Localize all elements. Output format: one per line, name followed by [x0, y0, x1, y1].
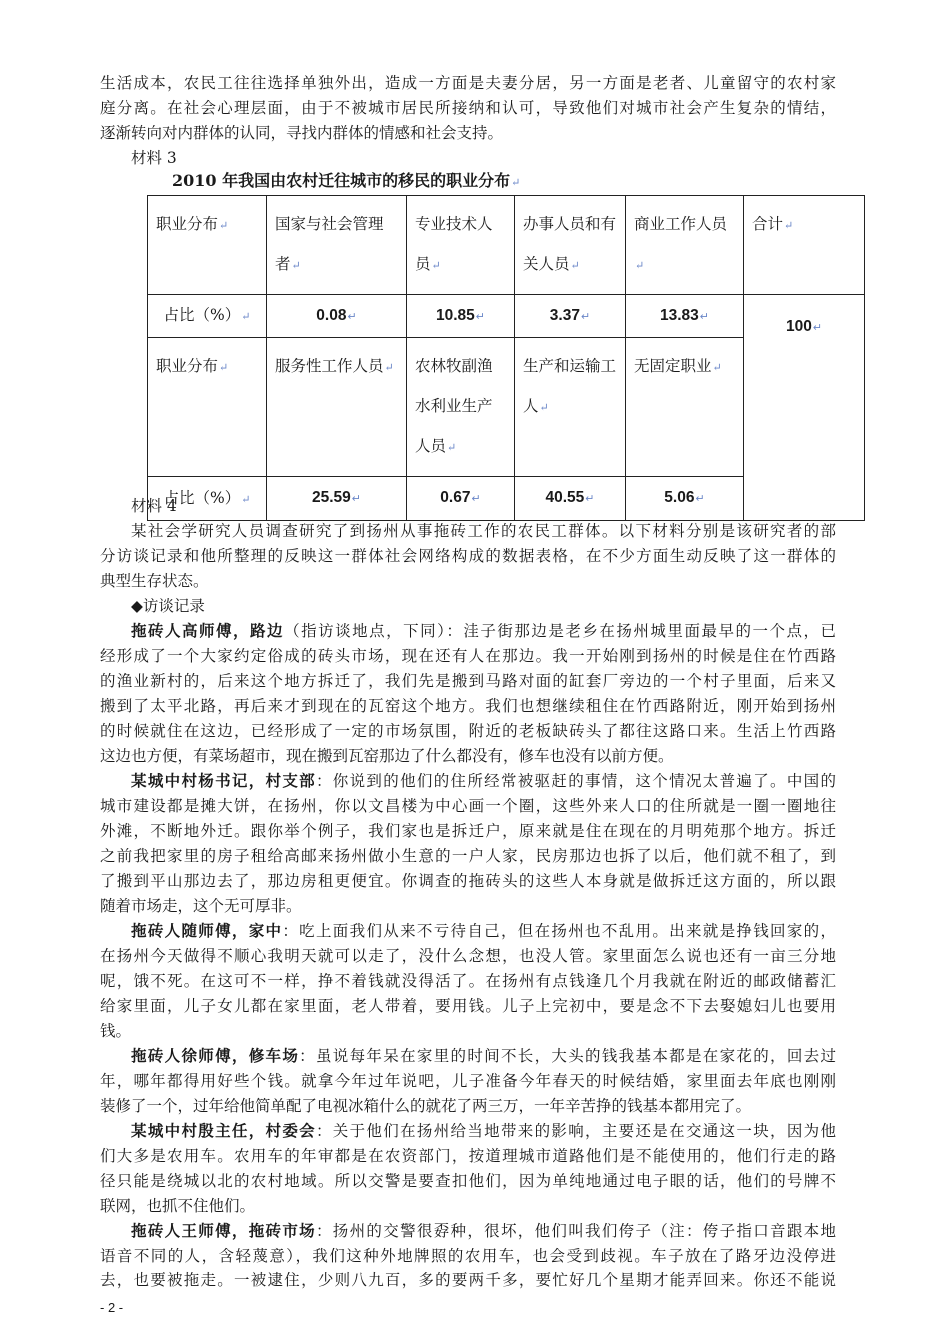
percent-cell: 40.55↵ [515, 477, 626, 521]
paragraph-line: 年，哪年都得用好些个钱。就拿今年过年说吧，儿子准备今年春天的时候结婚，家里面去年底也刚刚 [100, 1072, 836, 1090]
interview-first-line: 某城中村杨书记，村支部：你说到的他们的住所经常被驱赶的事情，这个情况太普遍了。中国的 [131, 771, 836, 790]
material3-label: 材料 3 [131, 149, 177, 167]
percent-cell: 3.37↵ [515, 295, 626, 338]
page-number: - 2 - [100, 1300, 124, 1315]
paragraph-line: 逐渐转向对内群体的认同，寻找内群体的情感和社会支持。 [100, 124, 504, 142]
row-header-cell: 占比（%）↵ [148, 295, 267, 338]
table-title: 2010 年我国由农村迁往城市的移民的职业分布↵ [172, 171, 521, 190]
paragraph-line: 这边也方便，有菜场超市，现在搬到瓦窑那边了什么都没有，修车也没有以前方便。 [100, 747, 674, 765]
paragraph-line: 钱。 [100, 1022, 132, 1040]
row-header-cell: 职业分布↵ [148, 196, 267, 295]
speaker-name: 某城中村杨书记，村支部 [131, 771, 316, 790]
occupation-cell: 农林牧副渔水利业生产人员↵ [407, 338, 515, 477]
occupation-cell: 生产和运输工人↵ [515, 338, 626, 477]
paragraph-line: 装修了一个，过年给他简单配了电视冰箱什么的就花了两三万，一年辛苦挣的钱基本都用完了。 [100, 1097, 752, 1115]
paragraph-line: 了搬到平山那边去了，那边房租更便宜。你调查的拖砖头的这些人本身就是做拆迁这方面的，所以跟 [100, 872, 836, 890]
speaker-name: 拖砖人徐师傅，修车场 [131, 1046, 300, 1065]
speaker-name: 拖砖人随师傅，家中 [131, 921, 283, 940]
total-label-cell: 合计↵ [744, 196, 865, 295]
total-value-cell: 100↵ [744, 295, 865, 521]
paragraph-line: 给家里面，儿子女儿都在家里面，老人带着，要用钱。儿子上完初中，要是念不下去娶媳妇儿也要用 [100, 997, 836, 1015]
row-header-cell: 占比（%）↵ [148, 477, 267, 521]
percent-cell: 13.83↵ [626, 295, 744, 338]
paragraph-line: 呢，饿不死。在这可不一样，挣不着钱就没得活了。在扬州有点钱逢几个月我就在附近的邮政储蓄汇 [100, 972, 836, 990]
paragraph-line: 的时候就住在这边，已经形成了一定的市场氛围，附近的老板缺砖头了都往这路口来。生活上竹西路 [100, 722, 836, 740]
occupation-cell: 服务性工作人员↵ [267, 338, 407, 477]
paragraph-line: 分访谈记录和他所整理的反映这一群体社会网络构成的数据表格，在不少方面生动反映了这一群体的 [100, 547, 836, 565]
interview-first-line: 拖砖人徐师傅，修车场：虽说每年呆在家里的时间不长，大头的钱我基本都是在家花的，回去过 [131, 1046, 836, 1065]
occupation-cell: 办事人员和有关人员↵ [515, 196, 626, 295]
paragraph-line: 生活成本，农民工往往选择单独外出，造成一方面是夫妻分居，另一方面是老者、儿童留守的农村家 [100, 74, 836, 92]
row-header-cell: 职业分布↵ [148, 338, 267, 477]
interview-first-line: 拖砖人王师傅，拖砖市场：扬州的交警很孬种，很坏，他们叫我们侉子（注：侉子指口音跟本地 [131, 1221, 836, 1240]
paragraph-line: 之前我把家里的房子租给高邮来扬州做小生意的一户人家，民房那边也拆了以后，他们就不租了，到 [100, 847, 836, 865]
table-row [148, 196, 865, 295]
speaker-name: 拖砖人高师傅，路边 [131, 621, 285, 640]
interview-heading: ◆访谈记录 [131, 597, 205, 615]
paragraph-line: 随着市场走，这个无可厚非。 [100, 897, 302, 915]
material4-label: 材料 4 [131, 497, 177, 515]
paragraph-line: 城市建设都是摊大饼，在扬州，你以文昌楼为中心画一个圈，这些外来人口的住所就是一圈一圈地往 [100, 797, 836, 815]
percent-cell: 0.67↵ [407, 477, 515, 521]
occupation-cell: 国家与社会管理者↵ [267, 196, 407, 295]
paragraph-line: 在扬州今天做得不顺心我明天就可以走了，没什么念想，也没人管。家里面怎么说也还有一亩三分地 [100, 947, 836, 965]
occupation-cell: 专业技术人员↵ [407, 196, 515, 295]
paragraph-line: 去，也要被拖走。一被逮住，少则八九百，多的要两千多，要忙好几个星期才能弄回来。你还不能说 [100, 1271, 836, 1289]
interview-first-line: 拖砖人高师傅，路边（指访谈地点，下同）：洼子街那边是老乡在扬州城里面最早的一个点，已 [131, 621, 836, 640]
paragraph-line: 庭分离。在社会心理层面，由于不被城市居民所接纳和认可，导致他们对城市社会产生复杂的情结， [100, 99, 836, 117]
table-row [148, 295, 865, 338]
paragraph-line: 径只能是绕城以北的农村地域。所以交警是要查扣他们，因为单纯地通过电子眼的话，他们的号牌不 [100, 1172, 836, 1190]
paragraph-line: 某社会学研究人员调查研究了到扬州从事拖砖工作的农民工群体。以下材料分别是该研究者的部 [131, 522, 836, 540]
occupation-cell: 商业工作人员↵ [626, 196, 744, 295]
paragraph-line: 经形成了一个大家约定俗成的砖头市场，现在还有人在那边。我一开始刚到扬州的时候是住在竹西路 [100, 647, 836, 665]
percent-cell: 10.85↵ [407, 295, 515, 338]
occupation-table [147, 195, 865, 521]
interview-first-line: 拖砖人随师傅，家中：吃上面我们从来不亏待自己，但在扬州也不乱用。出来就是挣钱回家的， [131, 921, 836, 940]
paragraph-line: 典型生存状态。 [100, 572, 209, 590]
percent-cell: 5.06↵ [626, 477, 744, 521]
speaker-name: 某城中村殷主任，村委会 [131, 1121, 316, 1140]
paragraph-line: 联网，也抓不住他们。 [100, 1197, 256, 1215]
paragraph-line: 语音不同的人，含轻蔑意），我们这种外地牌照的农用车，也会受到歧视。车子放在了路牙边没停进 [100, 1247, 836, 1265]
occupation-cell: 无固定职业↵ [626, 338, 744, 477]
percent-cell: 25.59↵ [267, 477, 407, 521]
paragraph-line: 搬到了太平北路，再后来才到现在的瓦窑这个地方。我们也想继续租住在竹西路附近，刚开始到扬州 [100, 697, 836, 715]
paragraph-line: 们大多是农用车。农用车的年审都是在农资部门，按道理城市道路他们是不能使用的，他们行走的路 [100, 1147, 836, 1165]
percent-cell: 0.08↵ [267, 295, 407, 338]
paragraph-line: 外滩，不断地外迁。跟你举个例子，我们家也是拆迁户，原来就是住在现在的月明苑那个地方。拆迁 [100, 822, 836, 840]
speaker-name: 拖砖人王师傅，拖砖市场 [131, 1221, 316, 1240]
interview-first-line: 某城中村殷主任，村委会：关于他们在扬州给当地带来的影响，主要还是在交通这一块，因为他 [131, 1121, 836, 1140]
paragraph-line: 的渔业新村的，后来这个地方拆迁了，我们先是搬到马路对面的缸套厂旁边的一个村子里面，后来又 [100, 672, 836, 690]
